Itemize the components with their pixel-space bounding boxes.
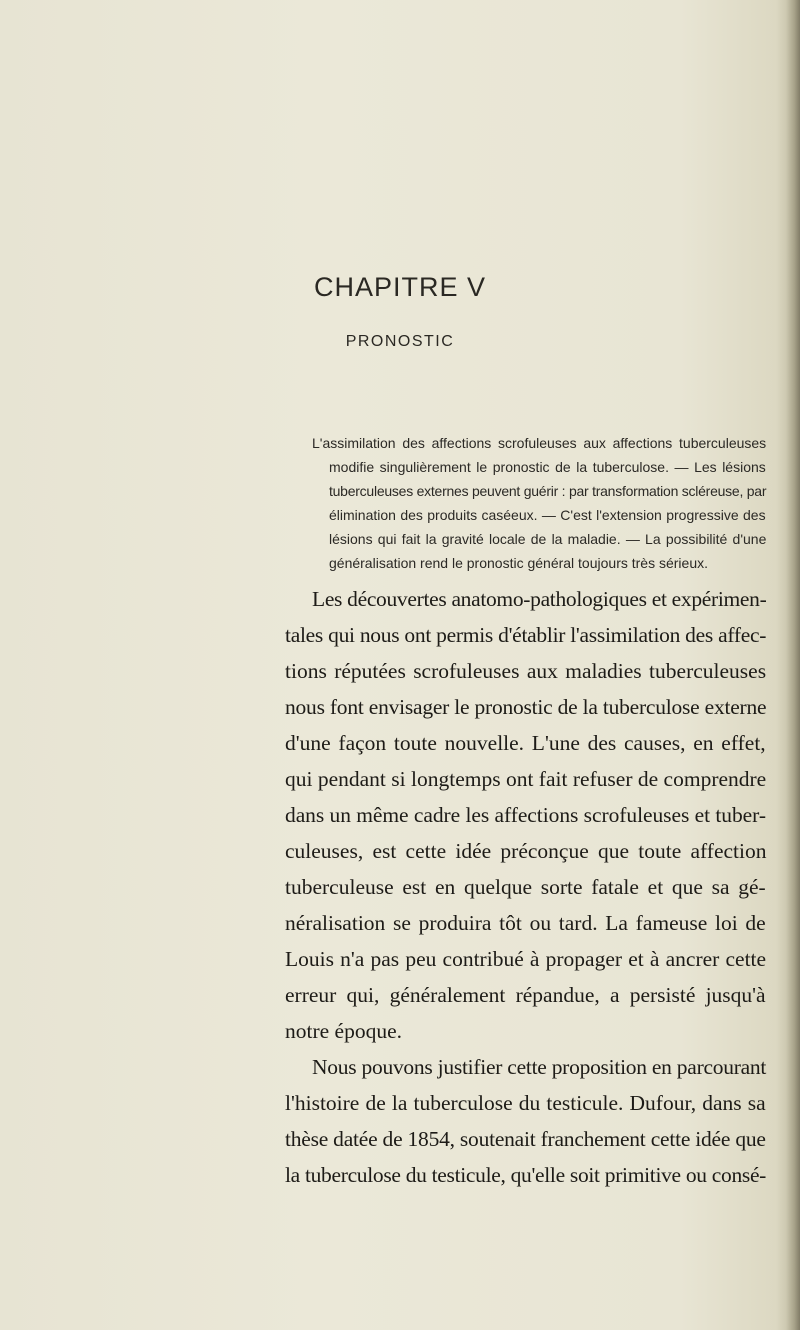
summary-line: lésions qui fait la gravité locale de la maladie. — La possibilité d'une xyxy=(329,531,767,547)
body-line: la tuberculose du testicule, qu'elle soit primitive ou consé- xyxy=(285,1163,767,1187)
summary-line: généralisation rend le pronostic général toujours très sérieux. xyxy=(329,555,708,571)
summary-line: modifie singulièrement le pronostic de la tuberculose. — Les lésions xyxy=(329,459,766,475)
body-line: erreur qui, généralement répandue, a persisté jusqu'à xyxy=(285,983,766,1007)
body-line: tales qui nous ont permis d'établir l'assimilation des affec- xyxy=(285,623,767,647)
body-line: tuberculeuse est en quelque sorte fatale et que sa gé- xyxy=(285,875,766,899)
page-edge xyxy=(786,0,800,1330)
body-line: culeuses, est cette idée préconçue que toute affection xyxy=(285,839,767,863)
body-line: tions réputées scrofuleuses aux maladies tuberculeuses xyxy=(285,659,767,683)
body-line: Nous pouvons justifier cette proposition en parcourant xyxy=(312,1055,767,1079)
body-line: Louis n'a pas peu contribué à propager et à ancrer cette xyxy=(285,947,767,971)
body-line: nous font envisager le pronostic de la tuberculose externe xyxy=(285,695,767,719)
body-line: l'histoire de la tuberculose du testicule. Dufour, dans sa xyxy=(285,1091,766,1115)
body-line: néralisation se produira tôt ou tard. La fameuse loi de xyxy=(285,911,766,935)
section-title: PRONOSTIC xyxy=(345,333,455,350)
summary-line: L'assimilation des affections scrofuleuses aux affections tuberculeuses xyxy=(312,435,767,451)
body-line: dans un même cadre les affections scrofuleuses et tuber- xyxy=(285,803,766,827)
body-line: Les découvertes anatomo-pathologiques et expérimen- xyxy=(312,587,767,611)
chapter-title: CHAPITRE V xyxy=(313,272,487,302)
body-line: notre époque. xyxy=(285,1019,403,1043)
body-line: thèse datée de 1854, soutenait franchement cette idée que xyxy=(285,1127,766,1151)
body-line: qui pendant si longtemps ont fait refuser de comprendre xyxy=(285,767,767,791)
summary-line: élimination des produits caséeux. — C'est l'extension progressive des xyxy=(329,507,766,523)
summary-line: tuberculeuses externes peuvent guérir : par transformation scléreuse, par xyxy=(329,483,767,499)
body-line: d'une façon toute nouvelle. L'une des causes, en effet, xyxy=(285,731,766,755)
